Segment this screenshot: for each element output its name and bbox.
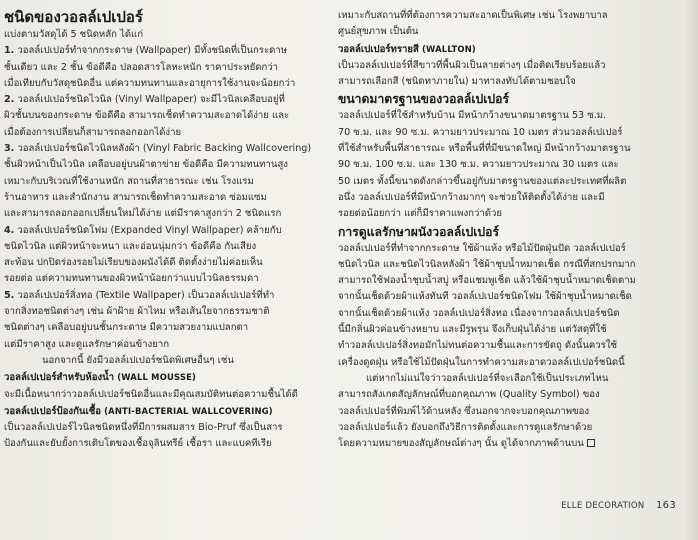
item-4-line-2: ชนิดไวนิล แต่ผิวหน้าจะหนา และอ่อนนุ่มกว่า ข้อดีคือ กันเสียง <box>4 240 257 252</box>
page-edge <box>684 0 698 540</box>
item-2-line-3: เมื่อต้องการเปลี่ยนก็สามารถลอกออกได้ง่าย <box>4 126 182 138</box>
item-3-line-1 <box>4 141 334 157</box>
item-number: 5. <box>4 289 15 301</box>
germ-line-2: ป้องกันและยับยั้งการเติบโตของเชื้อจุลินทรีย์ เชื้อรา และแบคทีเรีย <box>4 438 272 450</box>
also-line: นอกจากนี้ ยังมีวอลล์เปเปอร์ชนิดพิเศษอื่นๆ เช่น <box>42 354 234 366</box>
care-p2-line-5-text: โดยความหมายของสัญลักษณ์ต่างๆ นั้น ดูได้จากภาพด้านบน <box>338 438 584 450</box>
std-line-3: ที่ใช้สำหรับพื้นที่สาธารณะ หรือพื้นที่ที่มีขนาดใหญ่ มีหน้ากว้างมาตรฐาน <box>338 143 631 155</box>
item-4-line-4: รอยต่อ แต่ความทนทานของผิวหน้าน้อยกว่าแบบไวนิลธรรมดา <box>4 273 259 285</box>
germ-heading-text: วอลล์เปเปอร์ป้องกันเชื้อ <box>4 405 102 417</box>
item-5-line-2: จากสิ่งทอชนิดต่างๆ เช่น ผ้าฝ้าย ผ้าไหม หรือเส้นใยจากธรรมชาติ <box>4 306 270 318</box>
item-4-line-1 <box>4 223 334 239</box>
item-3-line-3: เหมาะกับบริเวณที่ใช้งานหนัก สถานที่สาธารณะ เช่น โรงแรม <box>4 175 254 187</box>
care-line-4: จากนั้นเช็ดด้วยผ้าแห้งทันที วอลล์เปเปอร์ชนิดโฟม ใช้ผ้าชุบน้ำหมาดเช็ด <box>338 291 632 303</box>
item-text: วอลล์เปเปอร์ทำจากกระดาษ (Wallpaper) มีทั้งชนิดที่เป็นกระดาษ <box>14 45 288 57</box>
right-column <box>338 8 678 452</box>
item-1-line-2: ชั้นเดียว และ 2 ชั้น ข้อดีคือ ปลอดสารโลหะหนัก ราคาประหยัดกว่า <box>4 61 279 73</box>
item-2-line-2: ผิวชั้นบนของกระดาษ ข้อดีคือ สามารถเช็ดทำความสะอาดได้ง่าย และ <box>4 110 290 122</box>
std-line-1: วอลล์เปเปอร์ที่ใช้สำหรับบ้าน มีหน้ากว้างขนาดมาตรฐาน 53 ซ.ม. <box>338 110 607 122</box>
sand-line-1: เป็นวอลล์เปเปอร์ที่สีขาวที่พื้นผิวเป็นลายต่างๆ เมื่อติดเรียบร้อยแล้ว <box>338 59 606 71</box>
item-text: วอลล์เปเปอร์สิ่งทอ (Textile Wallpaper) เป็นวอลล์เปเปอร์ที่ทำ <box>14 289 275 301</box>
section-title-standard-size: ขนาดมาตรฐานของวอลล์เปเปอร์ <box>338 92 510 107</box>
item-4-line-3: สะท้อน ปกปิดร่องรอยไม่เรียบของผนังได้ดี ติดตั้งง่ายไม่ค่อยเห็น <box>4 257 263 269</box>
sand-heading-tag: (WALLTON) <box>418 43 476 54</box>
item-number: 3. <box>4 143 15 155</box>
std-line-7: รอยต่อน้อยกว่า แต่ก็มีราคาแพงกว่าด้วย <box>338 208 503 220</box>
germ-line-1: เป็นวอลล์เปเปอร์ไวนิลชนิดหนึ่งที่มีการผสมสาร Bio-Pruf ซึ่งเป็นสาร <box>4 422 283 434</box>
magazine-name: ELLE DECORATION <box>561 501 645 511</box>
item-3-line-2: ชั้นผิวหน้าเป็นไวนิล เคลือบอยู่บนผ้าตาข่าย ข้อดีคือ มีความทนทานสูง <box>4 159 288 171</box>
item-2-line-1 <box>4 92 334 108</box>
std-line-5: 50 เมตร ทั้งนี้ขนาดดังกล่าวขึ้นอยู่กับมาตรฐานของแต่ละประเทศที่ผลิต <box>338 175 627 187</box>
left-column <box>4 8 334 453</box>
item-3-line-5: และสามารถลอกออกเปลี่ยนใหม่ได้ง่าย แต่มีราคาสูงกว่า 2 ชนิดแรก <box>4 208 282 220</box>
page-footer <box>561 500 676 511</box>
continuation-line-2: ศูนย์สุขภาพ เป็นต้น <box>338 26 419 38</box>
section-title-care: การดูแลรักษาผนังวอลล์เปเปอร์ <box>338 224 500 239</box>
end-mark-icon <box>587 439 595 447</box>
item-text: วอลล์เปเปอร์ชนิดไวนิลหลังผ้า (Vinyl Fabric Backing Wallcovering) <box>14 143 312 155</box>
item-number: 4. <box>4 224 15 236</box>
care-p2-line-4: วอลล์เปเปอร์แล้ว ยังบอกถึงวิธีการติดตั้งและการดูแลรักษาด้วย <box>338 421 593 433</box>
std-line-4: 90 ซ.ม. 100 ซ.ม. และ 130 ซ.ม. ความยาวประมาณ 30 เมตร และ <box>338 159 619 171</box>
std-line-6: อนึ่ง วอลล์เปเปอร์ที่มีหน้ากว้างมากๆ จะช่วยให้ติดตั้งได้ง่าย และมี <box>338 191 605 203</box>
item-1-line-1 <box>4 43 334 59</box>
care-p2-line-2: สามารถสังเกตสัญลักษณ์ที่บอกคุณภาพ (Quality Symbol) ของ <box>338 389 600 401</box>
item-text: วอลล์เปเปอร์ชนิดไวนิล (Vinyl Wallpaper) จะมีไวนิลเคลือบอยู่ที่ <box>14 94 285 106</box>
page-number: 163 <box>656 500 676 511</box>
care-line-2: ชนิดไวนิล และชนิดไวนิลหลังผ้า ใช้ผ้าชุบน้ำหมาดเช็ด กรณีที่สกปรกมาก <box>338 258 636 270</box>
sand-heading <box>338 41 678 58</box>
sand-line-2: สามารถเลือกสี (ชนิดทาภายใน) มาทาลงทับได้ตามชอบใจ <box>338 76 576 88</box>
germ-heading <box>4 403 334 420</box>
bath-line: จะมีเนื้อหนากว่าวอลล์เปเปอร์ชนิดอื่นและมีคุณสมบัติทนต่อความชื้นได้ดี <box>4 388 298 400</box>
item-5-line-4: แต่มีราคาสูง และดูแลรักษาค่อนข้างยาก <box>4 338 170 350</box>
item-number: 2. <box>4 94 15 106</box>
section-title-types: ชนิดของวอลล์เปเปอร์ <box>4 8 143 26</box>
care-line-8: เครื่องดูดฝุ่น หรือใช้ไม้ปัดฝุ่นในการทำความสะอาดวอลล์เปเปอร์ชนิดนี้ <box>338 356 625 368</box>
item-5-line-1 <box>4 288 334 304</box>
item-3-line-4: ร้านอาหาร และสำนักงาน สามารถเช็ดทำความสะอาด ซ่อมแซม <box>4 191 267 203</box>
bath-heading-text: วอลล์เปเปอร์สำหรับห้องน้ำ <box>4 372 115 384</box>
care-p2-line-5 <box>338 436 678 452</box>
std-line-2: 70 ซ.ม. และ 90 ซ.ม. ความยาวประมาณ 10 เมตร ส่วนวอลล์เปเปอร์ <box>338 126 623 138</box>
intro-line: แบ่งตามวัสดุได้ 5 ชนิดหลัก ได้แก่ <box>4 29 144 40</box>
item-5-line-3: ชนิดต่างๆ เคลือบอยู่บนชั้นกระดาษ มีความสวยงามแปลกตา <box>4 322 249 334</box>
care-p2-line-1: แต่หากไม่แน่ใจว่าวอลล์เปเปอร์ที่จะเลือกใช้เป็นประเภทไหน <box>366 372 609 384</box>
item-text: วอลล์เปเปอร์ชนิดโฟม (Expanded Vinyl Wallpaper) คล้ายกับ <box>14 224 282 236</box>
care-line-7: ทำวอลล์เปเปอร์สิ่งทอมักไม่ทนต่อความชื้นและการขัดถู ดังนั้นควรใช้ <box>338 340 618 352</box>
care-line-1: วอลล์เปเปอร์ที่ทำจากกระดาษ ใช้ผ้าแห้ง หรือไม้ปัดฝุ่นปัด วอลล์เปเปอร์ <box>338 242 626 254</box>
sand-heading-text: วอลล์เปเปอร์ทรายสี <box>338 43 419 55</box>
bath-heading-tag: (WALL MOUSSE) <box>114 372 197 383</box>
bath-heading <box>4 369 334 386</box>
care-line-3: สามารถใช้ฟองน้ำชุบน้ำสบู่ หรือแชมพูเช็ด แล้วใช้ผ้าชุบน้ำหมาดเช็ดตาม <box>338 275 636 287</box>
item-number: 1. <box>4 45 15 57</box>
care-line-5: จากนั้นเช็ดด้วยผ้าแห้ง วอลล์เปเปอร์สิ่งทอ เนื่องจากวอลล์เปเปอร์ชนิด <box>338 307 620 319</box>
germ-heading-tag: (ANTI-BACTERIAL WALLCOVERING) <box>101 405 273 416</box>
care-line-6: นี้มีกลิ่นผิวค่อนข้างหยาบ และมีรูพรุน จึงเก็บฝุ่นได้ง่าย แต่วัสดุที่ใช้ <box>338 324 607 336</box>
continuation-line-1: เหมาะกับสถานที่ที่ต้องการความสะอาดเป็นพิเศษ เช่น โรงพยาบาล <box>338 10 608 21</box>
item-1-line-3: เมื่อเทียบกับวัสดุชนิดอื่น แต่ความทนทานและอายุการใช้งานจะน้อยกว่า <box>4 77 296 89</box>
care-p2-line-3: วอลล์เปเปอร์ที่พิมพ์ไว้ด้านหลัง ซึ่งนอกจากจะบอกคุณภาพของ <box>338 405 590 417</box>
